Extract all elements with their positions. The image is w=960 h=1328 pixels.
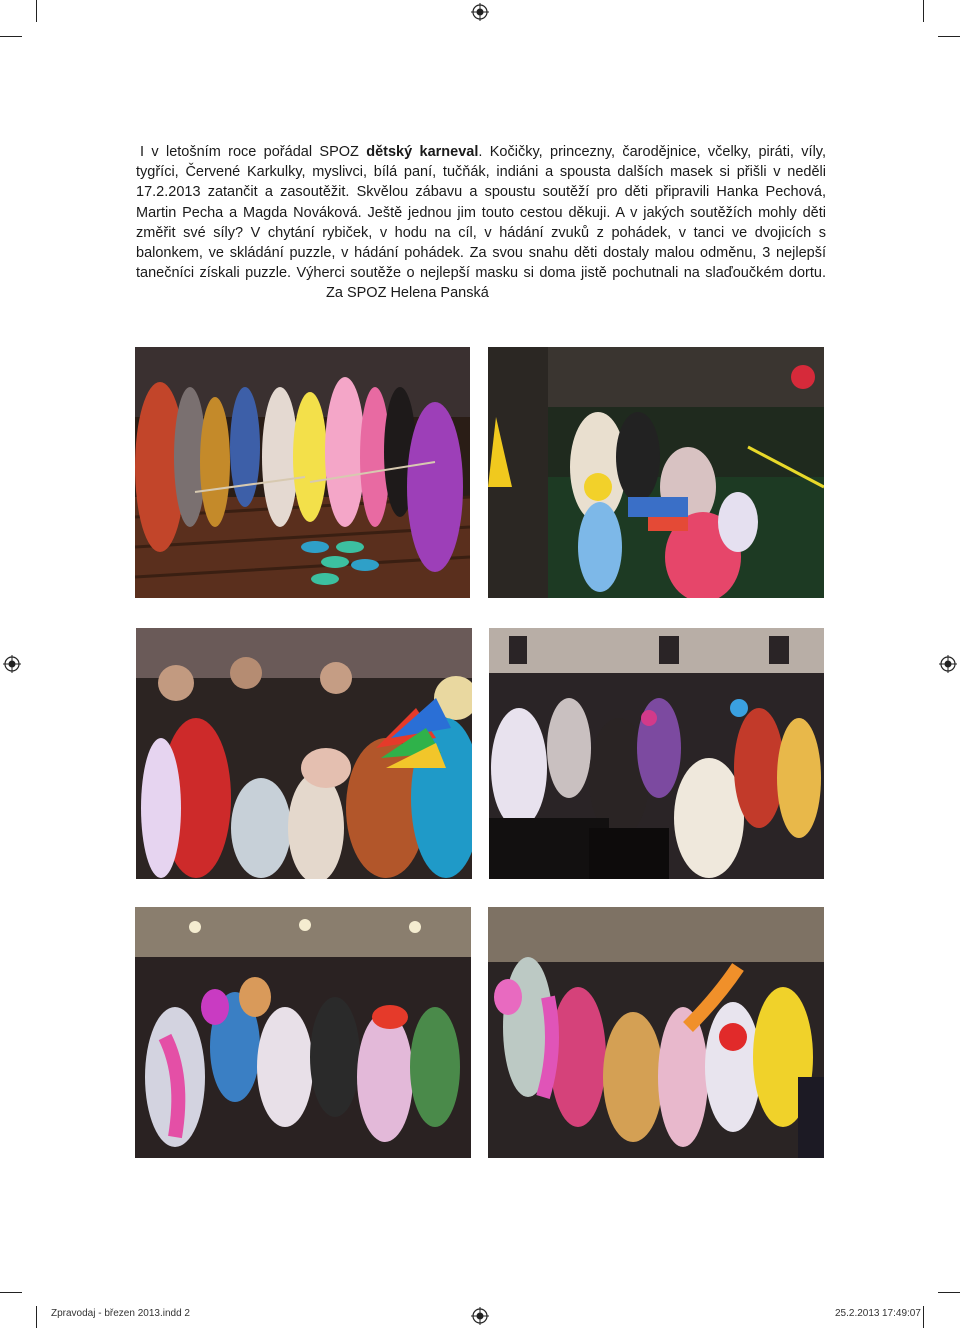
crop-mark-bottom-right-h [938,1292,960,1293]
registration-mark-left-icon [3,655,21,673]
footer-date: 25.2.2013 [835,1308,880,1319]
crop-mark-bottom-right-v [923,1306,924,1328]
crop-mark-top-left-v [36,0,37,22]
crop-mark-top-left-h [0,36,22,37]
photo-children-dancing [489,628,824,879]
article-signature: Za SPOZ Helena Panská [326,285,489,302]
photo-balloon-dance [135,907,471,1158]
registration-mark-bottom-icon [471,1307,489,1325]
article-text: . Kočičky, princezny, čarodějnice, včelky, piráti, víly, tygříci, Červené Karkulky, myslivci, bílá paní, tučňák, indiáni a spousta dalších masek si přišli v neděli 17.2.2013 zatančit a zasoutěžit. Skvělou zábavu a spoustu soutěží pro děti připravili Hanka Pechová, Martin Pecha a Magda Nováková. Ještě jednou jim touto cestou děkuji. A v jakých soutěžích mohly děti změřit své síly? V chytání rybiček, v hodu na cíl, v hádání zvuků z pohádek, v tanci ve dvojicích s balonkem, ve skládání puzzle, v hádání pohádek. Za svou snahu děti dostaly malou odměnu, 3 nejlepší tanečníci získali puzzle. Výherci soutěže o nejlepší masku si doma jistě pochutnali na slaďoučkém dortu. [136,144,826,282]
article-body [136,142,826,304]
crop-mark-top-right-v [923,0,924,22]
registration-mark-top-icon [471,3,489,21]
photo-puzzle-game [488,347,824,598]
photo-fishing-game [135,347,470,598]
crop-mark-bottom-left-v [36,1306,37,1328]
article-intro: I v letošním roce pořádal SPOZ [140,144,367,160]
article-paragraph [136,142,826,304]
photo-balloon-party [488,907,824,1158]
photo-dancing-crowd [136,628,472,879]
footer-file-label: Zpravodaj - březen 2013.indd 2 [51,1308,190,1319]
crop-mark-top-right-h [938,36,960,37]
registration-mark-right-icon [939,655,957,673]
crop-mark-bottom-left-h [0,1292,22,1293]
article-highlight: dětský karneval [366,144,479,160]
footer-time: 17:49:07 [882,1308,921,1319]
